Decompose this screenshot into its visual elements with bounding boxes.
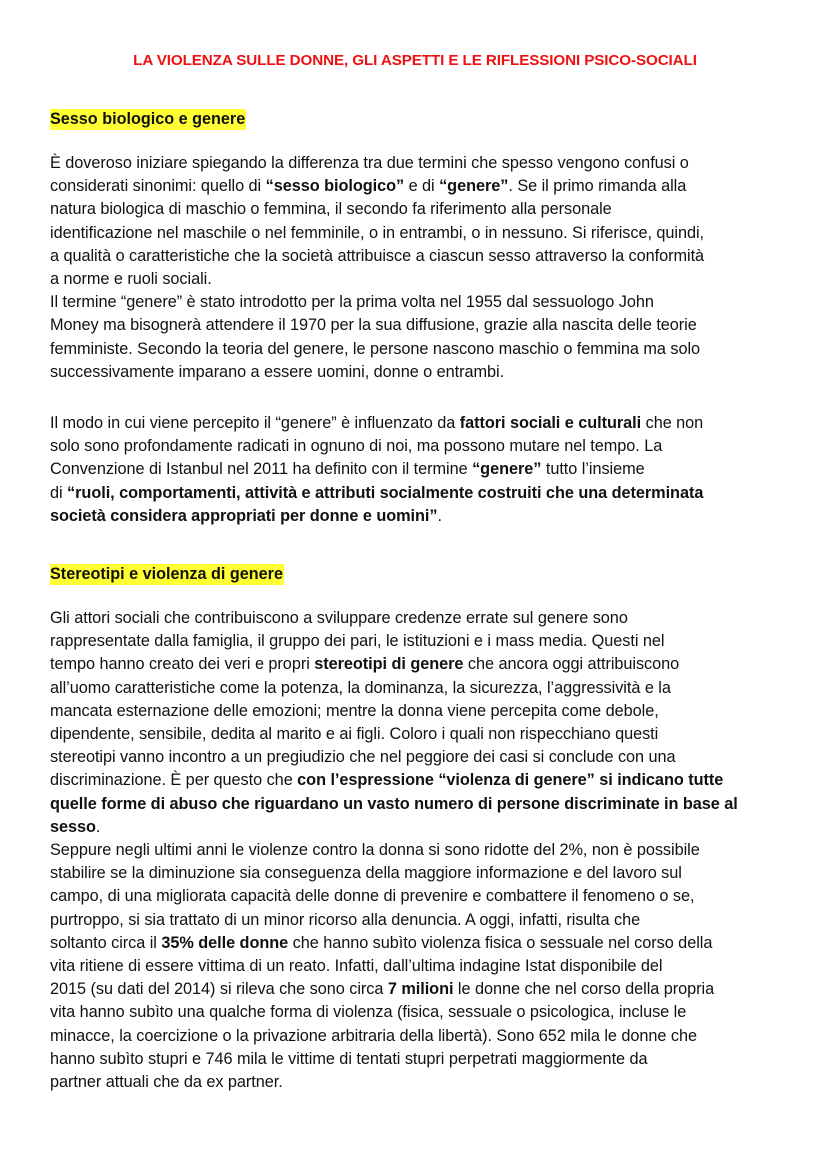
text-line: considerati sinonimi: quello di “sesso biologico” e di “genere”. Se il primo rimanda alla: [50, 177, 687, 196]
text-line: sesso.: [50, 817, 101, 836]
bold-term-stereotipi: stereotipi di genere: [314, 655, 464, 674]
text-line: femministe. Secondo la teoria del genere, le persone nascono maschio o femmina ma solo: [50, 339, 701, 358]
text-line: Money ma bisognerà attendere il 1970 per la sua diffusione, grazie alla nascita delle teorie: [50, 316, 697, 335]
text-line: stereotipi vanno incontro a un pregiudizio che nel peggiore dei casi si conclude con una: [50, 748, 676, 767]
bold-term-genere: “genere”: [439, 177, 509, 196]
document-title: LA VIOLENZA SULLE DONNE, GLI ASPETTI E LE RIFLESSIONI PSICO-SOCIALI: [133, 52, 697, 69]
bold-violenza-di-genere: con l’espressione “violenza di genere” si indicano tutte: [297, 771, 724, 790]
section-heading-highlight: Sesso biologico e genere: [50, 110, 246, 128]
bold-violenza-di-genere-end: sesso: [50, 817, 96, 836]
text-line: soltanto circa il 35% delle donne che hanno subìto violenza fisica o sessuale nel corso della: [50, 933, 713, 952]
text-line: vita ritiene di essere vittima di un reato. Infatti, dall’ultima indagine Istat disponibile del: [50, 957, 663, 976]
text-line: Gli attori sociali che contribuiscono a sviluppare credenze errate sul genere sono: [50, 609, 628, 627]
bold-term-genere-istanbul: “genere”: [472, 460, 542, 479]
text-line: campo, di una migliorata capacità delle donne di prevenire e combattere il fenomeno o se,: [50, 887, 695, 906]
text-line: 2015 (su dati del 2014) si rileva che sono circa 7 milioni le donne che nel corso della propria: [50, 980, 715, 999]
text-line: di “ruoli, comportamenti, attività e attributi socialmente costruiti che una determinata: [50, 483, 704, 502]
text-line: stabilire se la diminuzione sia conseguenza della maggiore informazione e del lavoro sul: [50, 864, 682, 883]
text-line: Seppure negli ultimi anni le violenze contro la donna si sono ridotte del 2%, non è possibile: [50, 841, 700, 860]
text-line: Il modo in cui viene percepito il “genere” è influenzato da fattori sociali e culturali che non: [50, 414, 704, 432]
paragraph-sesso-genere-definizione: [50, 152, 782, 384]
paragraph-genere-fattori: [50, 412, 782, 528]
text-line: hanno subìto stupri e 746 mila le vittime di tentati stupri perpetrati maggiormente da: [50, 1049, 648, 1068]
bold-violenza-di-genere-cont: quelle forme di abuso che riguardano un vasto numero di persone discriminate in base al: [50, 794, 738, 813]
text-line: a norme e ruoli sociali.: [50, 270, 212, 289]
text-line: Il termine “genere” è stato introdotto per la prima volta nel 1955 dal sessuologo John: [50, 293, 654, 312]
text-line: discriminazione. È per questo che con l’espressione “violenza di genere” si indicano tutte: [50, 771, 724, 790]
bold-term-sesso-biologico: “sesso biologico”: [265, 177, 405, 196]
text-line: mancata esternazione delle emozioni; mentre la donna viene percepita come debole,: [50, 701, 659, 720]
section-heading-stereotipi: [50, 563, 284, 585]
text-line: a qualità o caratteristiche che la società attribuisce a ciascun sesso attraverso la conformità: [50, 246, 705, 265]
bold-quote-definizione: “ruoli, comportamenti, attività e attributi socialmente costruiti che una determinata: [67, 483, 704, 502]
paragraph-stereotipi: [50, 607, 782, 1094]
text-line: minacce, la coercizione o la privazione arbitraria della libertà). Sono 652 mila le donne che: [50, 1026, 697, 1045]
bold-quote-definizione-end: società considera appropriati per donne e uomini”: [50, 506, 438, 525]
text-line: all’uomo caratteristiche come la potenza, la dominanza, la sicurezza, l’aggressività e la: [50, 678, 671, 697]
bold-term-fattori-sociali: fattori sociali e culturali: [459, 414, 642, 432]
text-line: tempo hanno creato dei veri e propri stereotipi di genere che ancora oggi attribuiscono: [50, 655, 680, 674]
text-line: solo sono profondamente radicati in ognuno di noi, ma possono mutare nel tempo. La: [50, 437, 663, 456]
text-line: È doveroso iniziare spiegando la differenza tra due termini che spesso vengono confusi o: [50, 154, 689, 172]
text-line: società considera appropriati per donne e uomini”.: [50, 506, 442, 525]
section-heading-highlight: Stereotipi e violenza di genere: [50, 565, 283, 583]
text-line: rappresentate dalla famiglia, il gruppo dei pari, le istituzioni e i mass media. Questi nel: [50, 632, 665, 651]
text-line: purtroppo, si sia trattato di un minor ricorso alla denuncia. A oggi, infatti, risulta che: [50, 910, 641, 929]
bold-stat-35-percent: 35% delle donne: [161, 933, 289, 952]
bold-stat-7-milioni: 7 milioni: [387, 980, 454, 999]
text-line: dipendente, sensibile, dedita al marito e ai figli. Coloro i quali non rispecchiano questi: [50, 725, 659, 744]
text-line: vita hanno subìto una qualche forma di violenza (fisica, sessuale o psicologica, incluse le: [50, 1003, 687, 1022]
text-line: identificazione nel maschile o nel femminile, o in entrambi, o in nessuno. Si riferisce, quindi,: [50, 223, 705, 242]
text-line: partner attuali che da ex partner.: [50, 1073, 283, 1092]
text-line: successivamente imparano a essere uomini, donne o entrambi.: [50, 362, 505, 381]
text-line: [50, 793, 782, 816]
text-line: natura biologica di maschio o femmina, il secondo fa riferimento alla personale: [50, 200, 612, 219]
text-line: Convenzione di Istanbul nel 2011 ha definito con il termine “genere” tutto l’insieme: [50, 460, 645, 479]
section-heading-sesso-biologico: [50, 108, 246, 130]
